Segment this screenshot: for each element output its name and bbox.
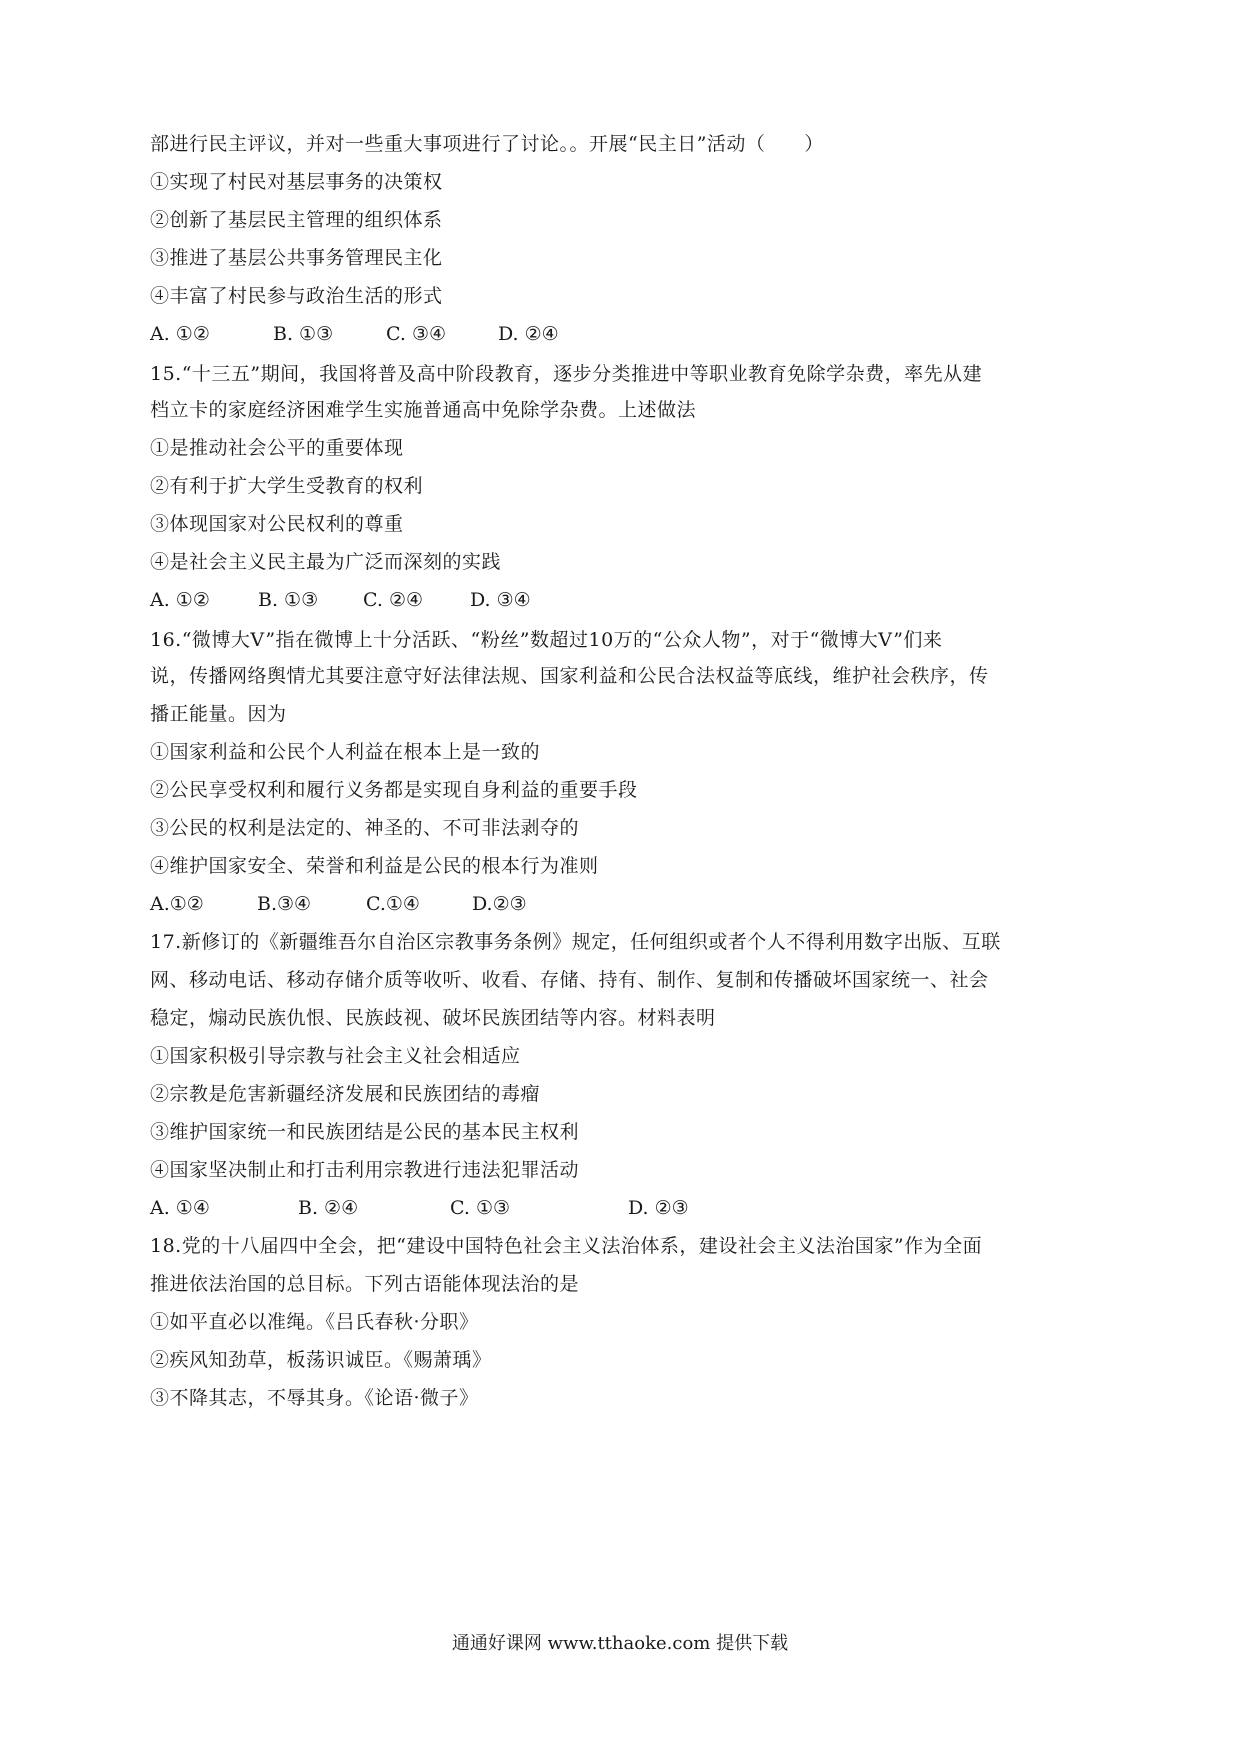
q15-stem-line-2: 档立卡的家庭经济困难学生实施普通高中免除学杂费。上述做法 — [150, 399, 697, 421]
q14-item-1: ①实现了村民对基层事务的决策权 — [150, 171, 443, 193]
q14-item-2: ②创新了基层民主管理的组织体系 — [150, 209, 443, 231]
q15-stem-line-1: 15.“十三五”期间，我国将普及高中阶段教育，逐步分类推进中等职业教育免除学杂费，率先从建 — [150, 363, 983, 385]
q18-stem-line-2: 推进依法治国的总目标。下列古语能体现法治的是 — [150, 1273, 580, 1295]
q14-item-3: ③推进了基层公共事务管理民主化 — [150, 247, 443, 269]
q16-stem-line-1: 16.“微博大V”指在微博上十分活跃、“粉丝”数超过10万的“公众人物”，对于“微博大V”们来 — [150, 629, 943, 651]
q15-option-a: A. ①② — [150, 589, 210, 611]
q14-option-d: D. ②④ — [498, 323, 559, 345]
q14-item-4: ④丰富了村民参与政治生活的形式 — [150, 285, 443, 307]
q16-item-4: ④维护国家安全、荣誉和利益是公民的根本行为准则 — [150, 855, 599, 877]
q16-option-d: D.②③ — [472, 893, 527, 915]
q16-option-a: A.①② — [150, 893, 204, 915]
q14-stem-line: 部进行民主评议，并对一些重大事项进行了讨论。。开展“民主日”活动（ ） — [150, 133, 824, 155]
q15-option-d: D. ③④ — [470, 589, 531, 611]
q14-option-b: B. ①③ — [273, 323, 334, 345]
q15-option-c: C. ②④ — [363, 589, 424, 611]
q15-item-3: ③体现国家对公民权利的尊重 — [150, 513, 404, 535]
q17-option-b: B. ②④ — [298, 1197, 359, 1219]
q17-stem-line-1: 17.新修订的《新疆维吾尔自治区宗教事务条例》规定，任何组织或者个人不得利用数字出版、互联 — [150, 931, 1001, 953]
q15-item-4: ④是社会主义民主最为广泛而深刻的实践 — [150, 551, 502, 573]
q16-stem-line-3: 播正能量。因为 — [150, 703, 287, 725]
q16-option-b: B.③④ — [257, 893, 312, 915]
q18-item-2: ②疾风知劲草，板荡识诚臣。《赐萧瑀》 — [150, 1349, 492, 1371]
q15-item-2: ②有利于扩大学生受教育的权利 — [150, 475, 424, 497]
q16-stem-line-2: 说，传播网络舆情尤其要注意守好法律法规、国家利益和公民合法权益等底线，维护社会秩序，传 — [150, 665, 989, 687]
q14-option-a: A. ①② — [150, 323, 210, 345]
q15-option-b: B. ①③ — [258, 589, 319, 611]
q17-item-4: ④国家坚决制止和打击利用宗教进行违法犯罪活动 — [150, 1159, 580, 1181]
q18-stem-line-1: 18.党的十八届四中全会，把“建设中国特色社会主义法治体系，建设社会主义法治国家”作为全面 — [150, 1235, 983, 1257]
q17-option-d: D. ②③ — [628, 1197, 689, 1219]
q17-stem-line-3: 稳定，煽动民族仇恨、民族歧视、破坏民族团结等内容。材料表明 — [150, 1007, 716, 1029]
q15-item-1: ①是推动社会公平的重要体现 — [150, 437, 404, 459]
q16-option-c: C.①④ — [366, 893, 420, 915]
q18-item-3: ③不降其志，不辱其身。《论语·微子》 — [150, 1387, 479, 1409]
q18-item-1: ①如平直必以准绳。《吕氏春秋·分职》 — [150, 1311, 479, 1333]
q17-option-c: C. ①③ — [450, 1197, 511, 1219]
q17-option-a: A. ①④ — [150, 1197, 210, 1219]
q16-item-2: ②公民享受权利和履行义务都是实现自身利益的重要手段 — [150, 779, 638, 801]
q16-item-3: ③公民的权利是法定的、神圣的、不可非法剥夺的 — [150, 817, 580, 839]
q17-item-2: ②宗教是危害新疆经济发展和民族团结的毒瘤 — [150, 1083, 541, 1105]
q17-item-1: ①国家积极引导宗教与社会主义社会相适应 — [150, 1045, 521, 1067]
q14-option-c: C. ③④ — [386, 323, 447, 345]
q17-stem-line-2: 网、移动电话、移动存储介质等收听、收看、存储、持有、制作、复制和传播破坏国家统一、社会 — [150, 969, 989, 991]
q17-item-3: ③维护国家统一和民族团结是公民的基本民主权利 — [150, 1121, 580, 1143]
q16-item-1: ①国家利益和公民个人利益在根本上是一致的 — [150, 741, 541, 763]
page-footer: 通通好课网 www.tthaoke.com 提供下载 — [451, 1633, 789, 1654]
